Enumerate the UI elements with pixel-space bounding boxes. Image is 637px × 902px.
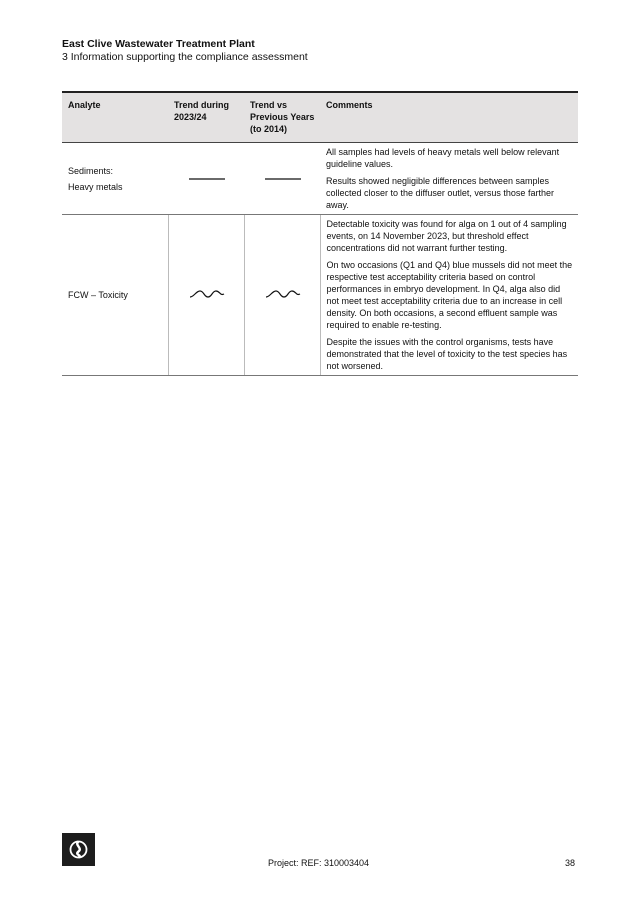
- document-title: East Clive Wastewater Treatment Plant: [62, 38, 255, 50]
- column-header-trend-previous: Trend vs Previous Years (to 2014): [244, 92, 320, 143]
- stable-line-icon: [188, 176, 226, 182]
- column-header-trend-2023: Trend during 2023/24: [168, 92, 244, 143]
- analyte-label: Sediments:: [68, 165, 114, 176]
- analyte-cell: [62, 215, 168, 376]
- comments-cell: [320, 143, 578, 215]
- variable-wave-icon: [265, 288, 301, 300]
- stable-line-icon: [264, 176, 302, 182]
- project-reference: Project: REF: 310003404: [267, 858, 370, 868]
- comment-paragraph: All samples had levels of heavy metals well below relevant guideline values.: [326, 147, 560, 169]
- trend-2023-cell: [168, 143, 244, 215]
- compliance-table: [62, 91, 578, 376]
- trend-previous-cell: [244, 215, 320, 376]
- page-number: 38: [564, 858, 575, 868]
- analyte-label: FCW – Toxicity: [68, 290, 128, 300]
- table-header-row: [62, 92, 578, 143]
- trend-2023-cell: [168, 215, 244, 376]
- analyte-cell: [62, 143, 168, 215]
- comment-paragraph: Results showed negligible differences between samples collected closer to the diffuser outlet, versus those farther away.: [326, 176, 554, 210]
- column-header-analyte: Analyte: [62, 92, 168, 143]
- analyte-label: Heavy metals: [68, 181, 123, 192]
- section-subtitle: 3 Information supporting the compliance assessment: [62, 51, 308, 63]
- comment-paragraph: On two occasions (Q1 and Q4) blue mussels did not meet the respective test acceptability criteria based on control performances in embryo development. In Q4, alga also did not meet test acceptability criteria due to an increase in cell density. On both occasions, a second effluent sample was required to enable re-testing.: [326, 260, 573, 330]
- comment-paragraph: Detectable toxicity was found for alga on 1 out of 4 sampling events, on 14 November 2023, but threshold effect concentrations did not warrant further testing.: [326, 219, 567, 253]
- column-header-comments: Comments: [320, 92, 578, 143]
- comments-cell: [320, 215, 578, 376]
- variable-wave-icon: [189, 288, 225, 300]
- trend-previous-cell: [244, 143, 320, 215]
- table-row: [62, 143, 578, 215]
- table-row: [62, 215, 578, 376]
- page-header: [62, 38, 308, 64]
- comment-paragraph: Despite the issues with the control organisms, tests have demonstrated that the level of toxicity to the test species has not worsened.: [326, 337, 568, 371]
